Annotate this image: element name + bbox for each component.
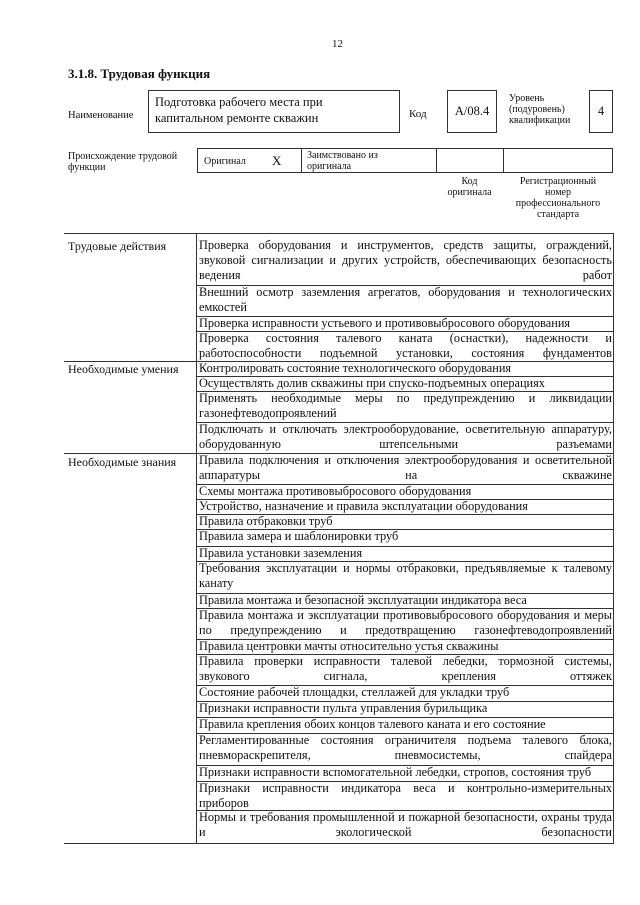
list-item: Правила монтажа и эксплуатации противовыбросового оборудования и меры по предупреждению и предотвращению газонефтеводопроявлений [199,608,612,637]
reg-caption-line2: номер [545,187,571,198]
skills-label: Необходимые умения [68,362,179,376]
borrowed-line2: оригинала [307,161,352,172]
name-label: Наименование [68,110,134,121]
code-caption [436,176,503,198]
list-item: Правила крепления обоих концов талевого каната и его состояние [199,717,546,731]
origin-divider-2 [436,148,437,173]
reg-caption-line3: профессионального [515,198,601,209]
origin-label [68,151,196,173]
origin-label-line2: функции [68,162,106,173]
borrowed-label [307,150,378,172]
list-item: Правила установки заземления [199,546,363,560]
name-value-line1: Подготовка рабочего места при [155,95,323,109]
level-label-line1: Уровень [509,93,545,104]
list-item: Проверка исправности устьевого и противовыбросового оборудования [199,316,571,330]
reg-caption-line1: Регистрационный [519,176,597,187]
list-item: Правила центровки мачты относительно устья скважины [199,639,499,653]
section-title: 3.1.8. Трудовая функция [68,66,211,81]
list-item: Схемы монтажа противовыбросового оборудования [199,484,472,498]
list-item: Внешний осмотр заземления агрегатов, оборудования и технологических емкостей [199,285,612,314]
code-label: Код [409,108,427,120]
list-item: Признаки исправности индикатора веса и контрольно-измерительных приборов [199,781,612,810]
list-item: Состояние рабочей площадки, стеллажей для укладки труб [199,685,510,699]
list-item: Правила замера и шаблонировки труб [199,529,399,543]
list-item: Проверка оборудования и инструментов, средств защиты, ограждений, звуковой сигнализации и других устройств, обеспечивающих безопасность ведения работ [199,238,612,282]
table-right-border [613,233,614,843]
origin-divider-3 [503,148,504,173]
actions-label: Трудовые действия [68,239,167,253]
original-mark: X [272,153,282,168]
name-value-line2: капитальном ремонте скважин [155,111,319,125]
code-value-box [447,90,497,133]
name-value-box [148,90,400,133]
origin-label-line1: Происхождение трудовой [68,151,178,162]
list-item: Контролировать состояние технологического оборудования [199,361,512,375]
level-label [509,93,570,126]
list-item: Регламентированные состояния ограничителя подъема талевого блока, пневмораскрепителя, пневмосистемы, спайдера [199,733,612,762]
list-item: Подключать и отключать электрооборудование, осветительную аппаратуру, оборудованную штепсельными разъемами [199,422,612,451]
list-item: Правила отбраковки труб [199,514,333,528]
list-item: Применять необходимые меры по предупреждению и ликвидации газонефтеводопроявлений [199,391,612,420]
code-caption-line2: оригинала [447,187,492,198]
knowledge-label: Необходимые знания [68,455,177,469]
reg-caption [503,176,613,220]
list-item: Правила подключения и отключения электрооборудования и осветительной аппаратуры на скважине [199,453,612,482]
list-item: Признаки исправности пульта управления бурильщика [199,701,488,715]
origin-box [197,148,613,173]
code-value: А/08.4 [454,104,490,118]
origin-divider-1 [301,148,302,173]
list-item: Правила монтажа и безопасной эксплуатации индикатора веса [199,593,527,607]
page-number: 12 [332,38,343,50]
reg-caption-line4: стандарта [536,209,580,220]
borrowed-line1: Заимствовано из [307,150,378,161]
list-item: Проверка состояния талевого каната (оснастки), надежности и работоспособности подъемной установки, состояния фундаментов [199,331,612,360]
level-label-line3: квалификации [509,115,571,126]
list-item: Признаки исправности вспомогательной лебедки, стропов, состояния труб [199,765,592,779]
level-value: 4 [597,104,605,118]
list-item: Требования эксплуатации и нормы отбраковки, предъявляемые к талевому канату [199,561,612,590]
table-top-border [64,233,614,234]
list-item: Осуществлять долив скважины при спуско-подъемных операциях [199,376,545,390]
list-item: Устройство, назначение и правила эксплуатации оборудования [199,499,528,513]
table-bottom-border [64,843,614,844]
level-value-box [589,90,613,133]
code-caption-line1: Код [461,176,478,187]
original-label: Оригинал [204,156,246,167]
level-label-line2: (подуровень) [509,104,565,115]
table-column-divider [196,233,197,843]
list-item: Правила проверки исправности талевой лебедки, тормозной системы, звукового сигнала, крепления оттяжек [199,654,612,683]
list-item: Нормы и требования промышленной и пожарной безопасности, охраны труда и экологической безопасности [199,810,612,839]
